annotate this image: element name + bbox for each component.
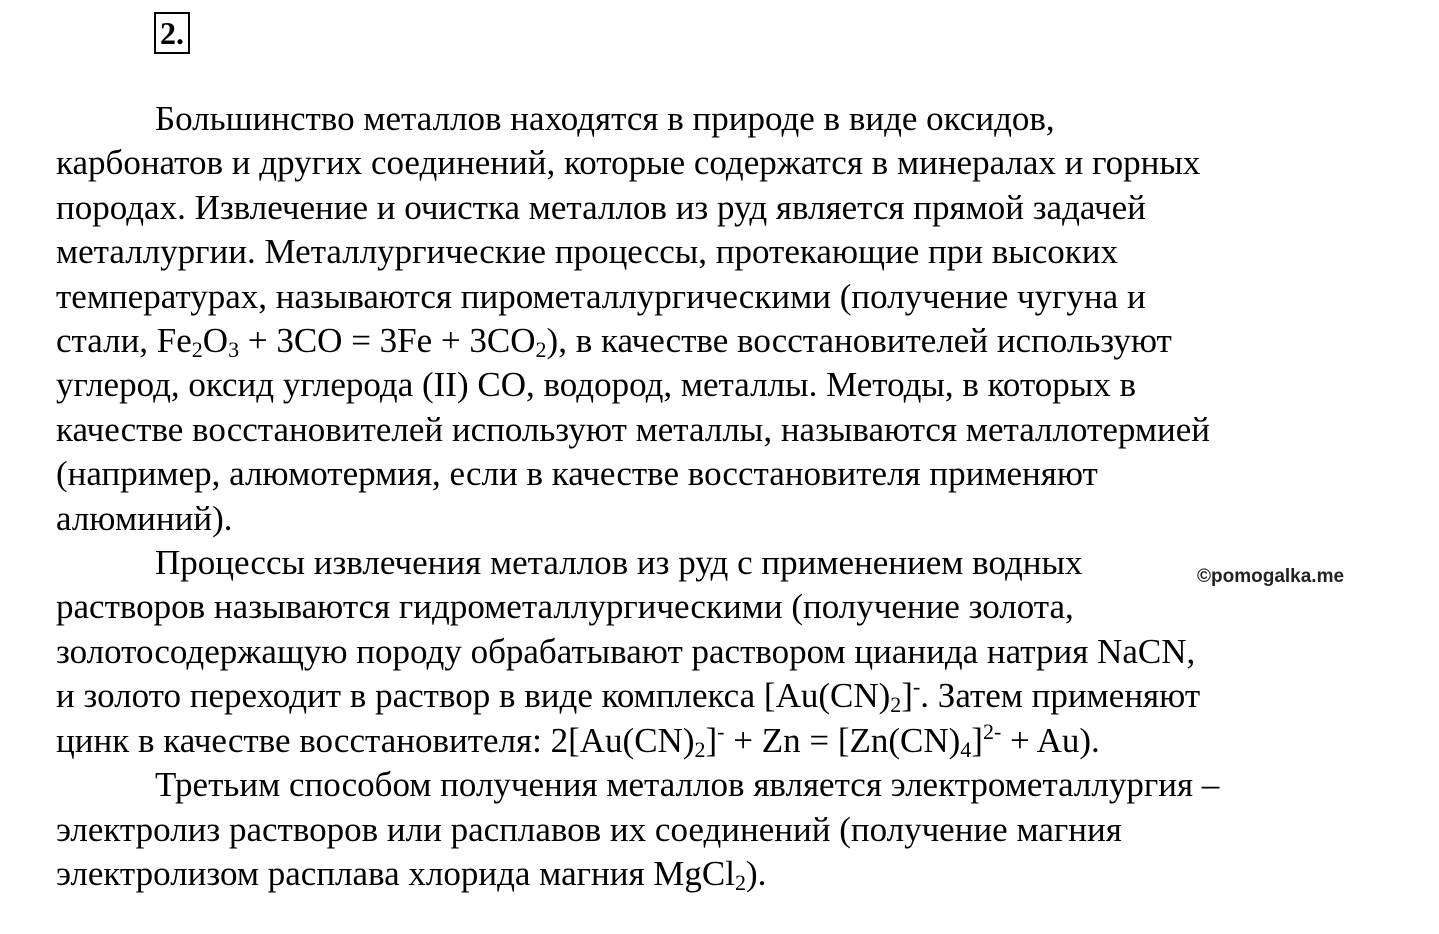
text-run: электролизом расплава хлорида магния MgCl xyxy=(56,853,735,893)
paragraph-2 xyxy=(56,541,1386,763)
paragraph-1-line-9: (например, алюмотермия, если в качестве восстановителя применяют xyxy=(56,454,1098,494)
superscript: - xyxy=(717,718,725,744)
paragraph-2-line-5 xyxy=(56,719,1386,763)
paragraph-2-line-1: Процессы извлечения металлов из руд с применением водных xyxy=(155,543,1083,583)
subscript: 2 xyxy=(890,692,902,718)
text-run: ). xyxy=(745,853,767,893)
text-run: цинк в качестве восстановителя: 2[Au(CN) xyxy=(56,720,695,760)
text-run: стали, Fe xyxy=(56,321,192,361)
superscript: - xyxy=(912,674,921,700)
subscript: 2 xyxy=(734,869,746,895)
paragraph-3-line-3 xyxy=(56,852,1386,896)
paragraph-3 xyxy=(56,763,1386,896)
paragraph-1-line-6 xyxy=(56,319,1386,363)
text-run: + 3CO = 3Fe + 3CO xyxy=(239,321,536,361)
paragraph-3-line-1: Третьим способом получения металлов является электрометаллургия – xyxy=(155,765,1220,805)
paragraph-1-line-10: алюминий). xyxy=(56,498,233,538)
text-run: ] xyxy=(705,720,718,760)
subscript: 2 xyxy=(535,337,547,363)
subscript: 2 xyxy=(694,736,706,762)
paragraph-1 xyxy=(56,97,1386,541)
paragraph-1-line-2: карбонатов и других соединений, которые содержатся в минералах и горных xyxy=(56,143,1201,183)
text-run: ] xyxy=(971,720,983,760)
paragraph-1-line-7: углерод, оксид углерода (II) CO, водород, металлы. Методы, в которых в xyxy=(56,365,1137,405)
task-number-box xyxy=(154,12,190,54)
paragraph-1-line-3: породах. Извлечение и очистка металлов из руд является прямой задачей xyxy=(56,187,1146,227)
text-run: . Затем применяют xyxy=(920,676,1201,716)
watermark: ©pomogalka.me xyxy=(1197,566,1345,587)
text-run: + Zn = [Zn(CN) xyxy=(724,720,961,760)
text-run: + Au). xyxy=(1001,720,1100,760)
paragraph-1-line-1: Большинство металлов находятся в природе в виде оксидов, xyxy=(155,99,1055,138)
document-body xyxy=(56,97,1386,896)
text-run: и золото переходит в раствор в виде комплекса [Au(CN) xyxy=(56,676,891,716)
paragraph-3-line-2: электролиз растворов или расплавов их соединений (получение магния xyxy=(56,809,1122,849)
paragraph-2-line-3: золотосодержащую породу обрабатывают раствором цианида натрия NaCN, xyxy=(56,631,1196,671)
paragraph-1-line-5: температурах, называются пирометаллургическими (получение чугуна и xyxy=(56,276,1146,316)
text-run: O xyxy=(202,321,229,361)
paragraph-1-line-4: металлургии. Металлургические процессы, протекающие при высоких xyxy=(56,232,1119,272)
superscript: 2- xyxy=(982,718,1002,744)
paragraph-2-line-2: растворов называются гидрометаллургическими (получение золота, xyxy=(56,587,1074,627)
subscript: 2 xyxy=(191,337,203,363)
paragraph-2-line-4 xyxy=(56,674,1386,718)
task-number: 2. xyxy=(160,15,184,51)
text-run: ] xyxy=(901,676,913,716)
subscript: 4 xyxy=(960,736,972,762)
subscript: 3 xyxy=(228,337,240,363)
text-run: ), в качестве восстановителей используют xyxy=(546,321,1172,361)
paragraph-1-line-8: качестве восстановителей используют металлы, называются металлотермией xyxy=(56,409,1210,449)
